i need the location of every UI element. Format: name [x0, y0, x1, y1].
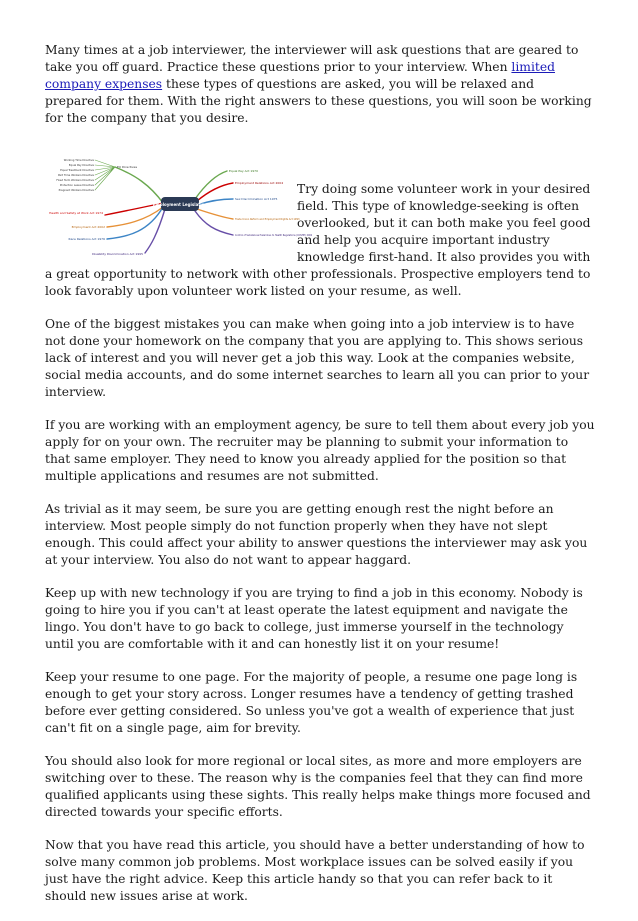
- branch-eu-subs: [95, 160, 115, 190]
- paragraph-volunteer: Try doing some volunteer work in your desired field. This type of knowledge-seeking is often overlooked, but it can both make you feel good and help you acquire important industry knowledge first-hand. It also provides you with a great opportunity to network with other professionals. Prospective employers tend to look favorably upon volunteer work listed on your resume, as well.: [45, 182, 591, 298]
- article: [45, 42, 595, 921]
- mindmap-node: Employment Relations Act 2004: [235, 181, 284, 185]
- mindmap-node: Employment Act 2002: [71, 225, 105, 229]
- branch-ea: [107, 207, 163, 227]
- branch-tur: [197, 209, 233, 219]
- mindmap-node: Fixed Term Workers Directive: [56, 179, 94, 182]
- mindmap-node: Equal Treatment Directive: [60, 169, 94, 172]
- mindmap-graphic: [45, 155, 313, 259]
- mindmap-node: Race Relations Act 1976: [68, 237, 105, 241]
- mindmap-node: Working Time Directive: [63, 159, 94, 162]
- branch-rr: [107, 207, 163, 239]
- limited-company-expenses-link[interactable]: limited company expenses: [45, 60, 555, 91]
- mindmap-node: Sex Discrimination Act 1975: [235, 197, 278, 201]
- paragraph-agency: If you are working with an employment agency, be sure to tell them about every job you apply for on your own. The recruiter may be planning to submit your information to that same employer. They need to know you already applied for the position so that multiple applications and resumes are not submitted.: [45, 418, 595, 483]
- paragraph-conclusion: Now that you have read this article, you should have a better understanding of how to solve many common job problems. Most workplace issues can be solved easily if you just have the right advice. Keep this article handy so that you can refer back to it should new issues arise at work.: [45, 838, 585, 903]
- branch-eu: [115, 167, 163, 203]
- mindmap-node: Pregnant Workers Directive: [58, 189, 94, 192]
- mindmap-node: Trade Union Reform and Employment Rights Act 1993: [235, 218, 300, 221]
- mindmap-node: Part Time Workers Directive: [57, 174, 94, 177]
- paragraph-intro: Many times at a job interviewer, the interviewer will ask questions that are geared to take you off guard. Practice these questions prior to your interview. When limited company expenses these types of questions are asked, you will be relaxed and prepared for them. With the right answers to these questions, you will soon be working for the company that you desire.: [45, 43, 592, 125]
- mindmap-node: Control of Substances Hazardous to Health Regulations (COSHH) 2002: [235, 234, 313, 237]
- mindmap-node: Health and Safety at Work Act 1974: [49, 211, 103, 215]
- paragraph-local-sites: You should also look for more regional or local sites, as more and more employers are switching over to these. The reason why is the companies feel that they can find more qualified applicants using these sights. This really helps make things more focused and directed towards your specific efforts.: [45, 754, 591, 819]
- paragraph-resume: Keep your resume to one page. For the majority of people, a resume one page long is enough to get your story across. Longer resumes have a tendency of getting trashed before ever getting considered. So unless you've got a wealth of experience that just can't fit on a single page, aim for brevity.: [45, 670, 578, 735]
- mindmap-node: Equal Pay Directive: [68, 164, 94, 167]
- branch-eqpay: [195, 171, 227, 199]
- branch-er: [197, 183, 233, 201]
- paragraph-rest: As trivial as it may seem, be sure you are getting enough rest the night before an interview. Most people simply do not function properly when they have not slept enough. This could affect your ability to answer questions the interviewer may ask you at your interview. You also do not want to appear haggard.: [45, 502, 588, 567]
- mindmap-node: EU Directives: [117, 165, 138, 169]
- employment-legislation-mindmap: [45, 155, 313, 259]
- mindmap-node: Disability Discrimination Act 1995: [92, 252, 143, 256]
- mindmap-center-label: Employment Legislation: [152, 202, 208, 207]
- paragraph-technology: Keep up with new technology if you are trying to find a job in this economy. Nobody is going to hire you if you can't at least operate the latest equipment and navigate the lingo. You don't have to go back to college, just immerse yourself in the technology until you are comfortable with it and can honestly list it on your resume!: [45, 586, 583, 651]
- mindmap-node: Equal Pay Act 1970: [229, 169, 258, 173]
- paragraph-homework: One of the biggest mistakes you can make when going into a job interview is to have not done your homework on the company that you are applying to. This shows serious lack of interest and you will never get a job this way. Look at the companies website, social media accounts, and do some internet searches to learn all you can prior to your interview.: [45, 317, 590, 399]
- mindmap-node: Protection Leave Directive: [59, 184, 94, 187]
